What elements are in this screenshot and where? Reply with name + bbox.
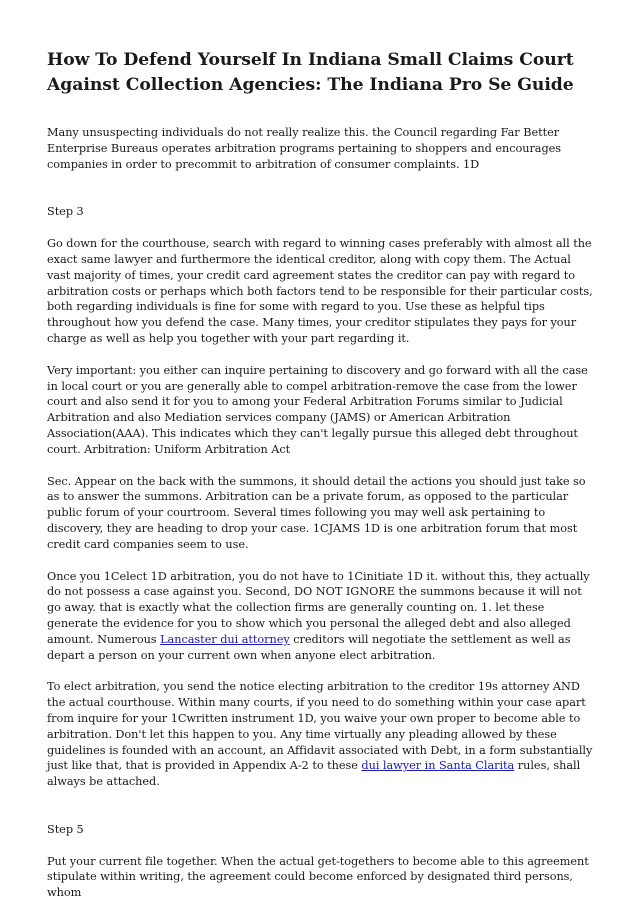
spacer [47,172,594,204]
spacer [47,553,594,569]
paragraph-3: Sec. Appear on the back with the summons, it should detail the actions you should just take so as to answer the summons. Arbitration can be a private forum, as opposed to the particular public forum of your courtroom. Several times following you may well ask pertaining to discovery, they are heading to drop your case. 1CJAMS 1D is one arbitration forum that most credit card companies seem to use. [47,474,586,551]
spacer [47,663,594,679]
spacer [47,790,594,822]
spacer [47,458,594,474]
dui-lawyer-santa-clarita-link[interactable]: dui lawyer in Santa Clarita [361,759,515,773]
step-3-heading: Step 3 [47,205,84,219]
paragraph-6: Put your current file together. When the actual get-togethers to become able to this agreement stipulate within writing, the agreement could become enforced by designated third persons, whom [47,854,589,900]
spacer [47,220,594,236]
paragraph-5-text-a: To elect arbitration, you send the notice electing arbitration to the creditor 19s attorney AND the actual courthouse. Within many courts, if you need to do something within your case apart from inquire for your 1Cwritten instrument 1D, you waive your own proper to become able to arbitration. Don't let this happen to you. Any time virtually any pleading allowed by these guidelines is founded with an account, an Affidavit associated with Debt, in a form substantially just like that, that is provided in Appendix A-2 to these [47,680,593,773]
lancaster-dui-attorney-link[interactable]: Lancaster dui attorney [160,632,290,646]
paragraph-5-text-b: rules, shall always be attached. [47,759,581,789]
paragraph-5 [47,679,594,790]
paragraph-4-text-b: creditors will negotiate the settlement as well as depart a person on your current own when anyone elect arbitration. [47,632,571,662]
step-5-heading: Step 5 [47,822,84,836]
paragraph-4 [47,569,594,664]
page-title: How To Defend Yourself In Indiana Small Claims Court Against Collection Agencies: The Indiana Pro Se Guide [47,50,574,95]
spacer [47,838,594,854]
paragraph-1: Go down for the courthouse, search with regard to winning cases preferably with almost all the exact same lawyer and furthermore the identical creditor, along with copy them. The Actual vast majority of times, your credit card agreement states the creditor can pay with regard to arbitration costs or perhaps which both factors tend to be responsible for their particular costs, both regarding individuals is fine for some with regard to you. Use these as helpful tips throughout how you defend the case. Many times, your creditor stipulates they pays for your charge as well as help you together with your part regarding it. [47,237,593,345]
paragraph-4-text-a: Once you 1Celect 1D arbitration, you do not have to 1Cinitiate 1D it. without this, they actually do not possess a case against you. Second, DO NOT IGNORE the summons because it will not go away. that is exactly what the collection firms are generally counting on. 1. let these generate the evidence for you to show which you personal the alleged debt and also alleged amount. Numerous [47,569,590,646]
paragraph-2: Very important: you either can inquire pertaining to discovery and go forward with all the case in local court or you are generally able to compel arbitration-remove the case from the lower court and also send it for you to among your Federal Arbitration Forums similar to Judicial Arbitration and also Mediation services company (JAMS) or American Arbitration Association(AAA). This indicates which they can't legally pursue this alleged debt throughout court. Arbitration: Uniform Arbitration Act [47,363,588,456]
intro-paragraph: Many unsuspecting individuals do not really realize this. the Council regarding Far Better Enterprise Bureaus operates arbitration programs pertaining to shoppers and encourages companies in order to precommit to arbitration of consumer complaints. 1D [47,126,562,171]
spacer [47,347,594,363]
